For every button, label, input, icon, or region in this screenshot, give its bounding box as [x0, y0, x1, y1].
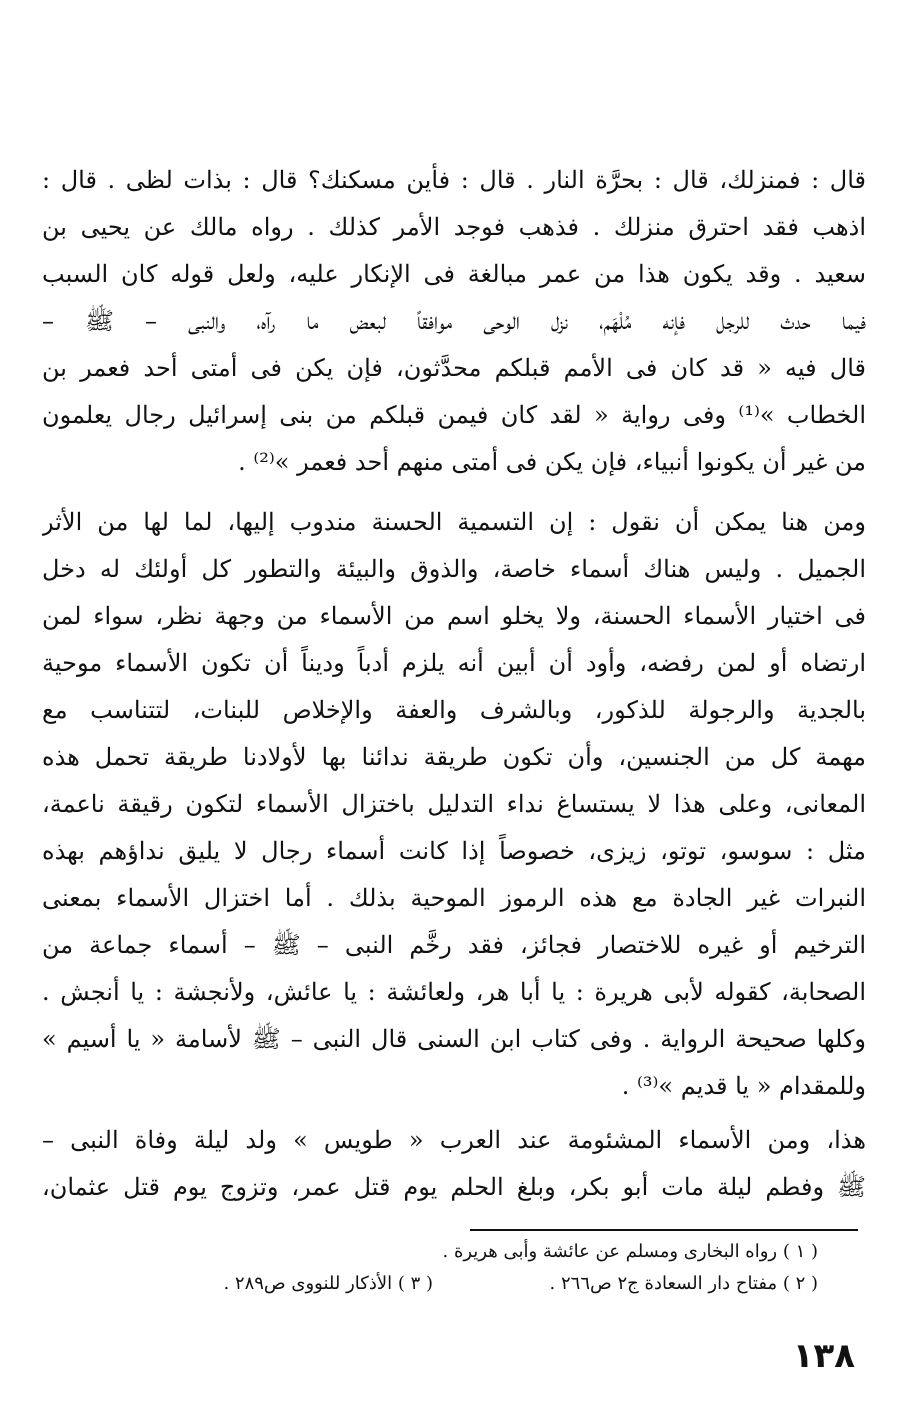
page-number: ١٣٨ [792, 1336, 855, 1376]
footnote-divider [470, 1229, 858, 1231]
text-line: فيما حدث للرجل فإنه مُلْهَم، نزل الوحى موافقاً لبعض ما رآه، والنبى – ﷺ – [42, 307, 866, 335]
text-line: مثل : سوسو، توتو، زيزى، خصوصاً إذا كانت أسماء رجال لا يليق نداؤهم بهذه [42, 837, 866, 865]
text-line: من غير أن يكونوا أنبياء، فإن يكن فى أمتى منهم أحد فعمر »⁽²⁾ . [238, 448, 866, 476]
text-line: الترخيم أو غيره للاختصار فجائز، فقد رخَّم النبى – ﷺ – أسماء جماعة من [42, 931, 866, 959]
text-line: فى اختيار الأسماء الحسنة، ولا يخلو اسم من الأسماء من وجهة نظر، سواء لمن [42, 602, 866, 630]
text-line: قال : فمنزلك، قال : بحرَّة النار . قال : فأين مسكنك؟ قال : بذات لظى . قال : [42, 166, 866, 194]
text-line: الصحابة، كقوله لأبى هريرة : يا أبا هر، ولعائشة : يا عائش، ولأنجشة : يا أنجش . [42, 978, 866, 1006]
text-line: قال فيه « قد كان فى الأمم قبلكم محدَّثون، فإن يكن فى أمتى أحد فعمر بن [42, 354, 866, 382]
text-line: ارتضاه أو لمن رفضه، وأود أن أبين أنه يلزم أدباً وديناً أن تكون الأسماء موحية [42, 649, 866, 677]
text-line: بالجدية والرجولة للذكور، وبالشرف والعفة والإخلاص للبنات، لتتناسب مع [42, 696, 866, 724]
text-line: ومن هنا يمكن أن نقول : إن التسمية الحسنة مندوب إليها، لما لها من الأثر [42, 508, 866, 536]
text-line: سعيد . وقد يكون هذا من عمر مبالغة فى الإنكار عليه، ولعل قوله كان السبب [42, 260, 866, 288]
text-line: وكلها صحيحة الرواية . وفى كتاب ابن السنى قال النبى – ﷺ لأسامة « يا أسيم » [42, 1025, 866, 1053]
text-line: ﷺ وفطم ليلة مات أبو بكر، وبلغ الحلم يوم قتل عمر، وتزوج يوم قتل عثمان، [42, 1173, 866, 1201]
footnote-3: ( ٣ ) الأذكار للنووى ص٢٨٩ . [223, 1273, 433, 1294]
text-line: الجميل . وليس هناك أسماء خاصة، والذوق والبيئة والتطور كل أولئك له دخل [42, 555, 866, 583]
text-line: مهمة كل من الجنسين، وأن تكون طريقة ندائنا بها لأولادنا طريقة تحمل هذه [42, 743, 866, 771]
footnote-2: ( ٢ ) مفتاح دار السعادة ج٢ ص٢٦٦ . [549, 1273, 818, 1294]
text-line: النبرات غير الجادة مع هذه الرموز الموحية بذلك . أما اختزال الأسماء بمعنى [42, 884, 866, 912]
text-line: هذا، ومن الأسماء المشئومة عند العرب « طويس » ولد ليلة وفاة النبى – [42, 1126, 866, 1154]
text-line: وللمقدام « يا قديم »⁽³⁾ . [621, 1072, 866, 1100]
footnote-1: ( ١ ) رواه البخارى ومسلم عن عائشة وأبى هريرة . [442, 1241, 818, 1262]
text-line: اذهب فقد احترق منزلك . فذهب فوجد الأمر كذلك . رواه مالك عن يحيى بن [42, 213, 866, 241]
text-line: المعانى، وعلى هذا لا يستساغ نداء التدليل باختزال الأسماء لتكون رقيقة ناعمة، [42, 790, 866, 818]
text-line: الخطاب »⁽¹⁾ وفى رواية « لقد كان فيمن قبلكم من بنى إسرائيل رجال يعلمون [42, 401, 866, 429]
